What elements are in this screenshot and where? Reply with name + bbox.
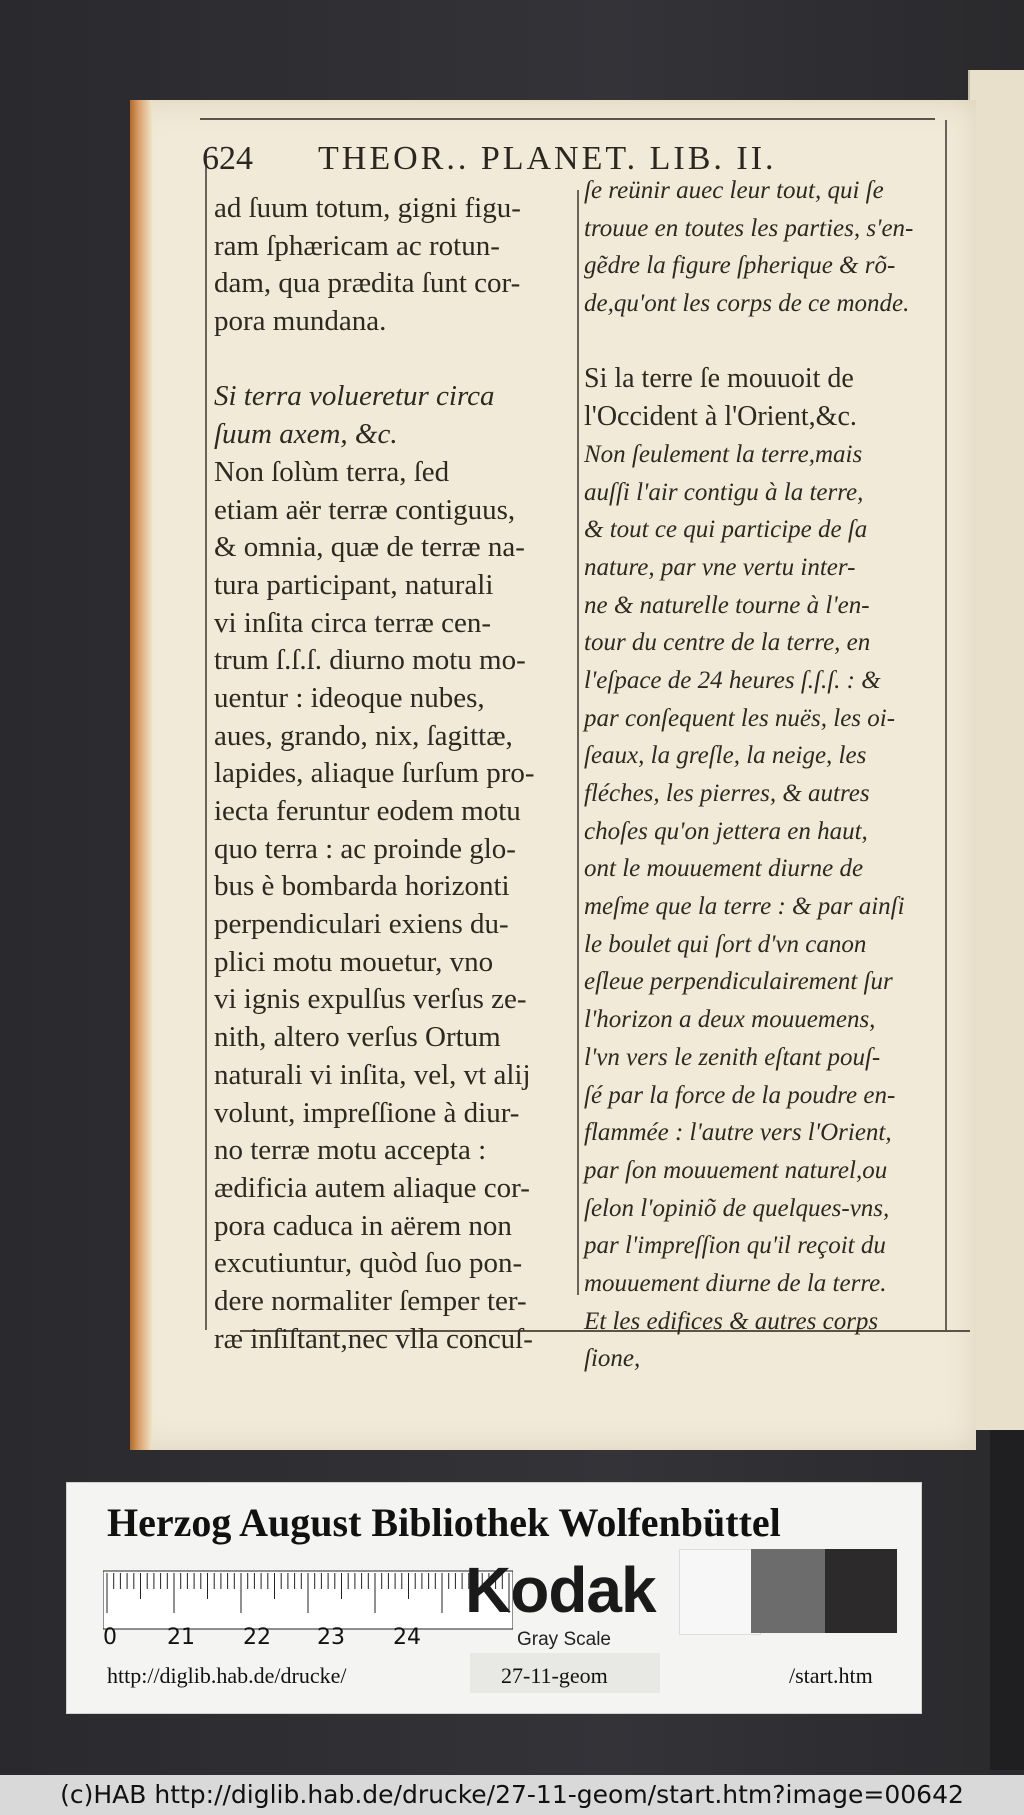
text-line: l'eſpace de 24 heures ſ.ſ.ſ. : & — [584, 666, 881, 694]
text-line: plici motu mouetur, vno — [214, 945, 494, 978]
library-name: Herzog August Bibliothek Wolfenbüttel — [107, 1500, 781, 1545]
text-line: & tout ce qui participe de ſa — [584, 516, 868, 544]
text-line: Si terra volueretur circa — [214, 380, 495, 413]
text-line: par ſon mouuement naturel,ou — [584, 1156, 888, 1184]
text-line: ſeaux, la greſle, la neige, les — [584, 742, 867, 770]
text-line: no terræ motu accepta : — [214, 1134, 487, 1167]
ruler-label-24: 24 — [393, 1625, 421, 1650]
text-line: l'vn vers le zenith eſtant pouſ- — [584, 1043, 881, 1071]
text-line: eſleue perpendiculairement ſur — [584, 968, 893, 996]
text-line: etiam aër terræ contiguus, — [214, 493, 516, 526]
text-line: ſe reünir auec leur tout, qui ſe — [584, 177, 884, 204]
latin-column — [214, 190, 576, 1358]
page-gilt-edge — [130, 100, 152, 1450]
text-line: & omnia, quæ de terræ na- — [214, 531, 525, 564]
text-line: par l'impreſſion qu'il reçoit du — [584, 1232, 886, 1260]
text-line: nith, altero verſus Ortum — [214, 1021, 501, 1054]
text-line: nature, par vne vertu inter- — [584, 553, 856, 581]
text-line: excutiuntur, quòd ſuo pon- — [214, 1247, 523, 1280]
text-line: volunt, impreſſione à diur- — [214, 1096, 520, 1129]
text-line: par conſequent les nuës, les oi- — [584, 704, 896, 732]
gray-scale-label: Gray Scale — [517, 1629, 611, 1650]
text-line: vi ignis expulſus verſus ze- — [214, 983, 527, 1016]
text-line: bus è bombarda horizonti — [214, 870, 510, 903]
gray-swatch-dark — [825, 1549, 897, 1633]
adjacent-page-shadow — [990, 1430, 1024, 1770]
copyright-footer: (c)HAB http://diglib.hab.de/drucke/27-11-geom/start.htm?image=00642 — [0, 1775, 1024, 1815]
text-line — [584, 323, 972, 361]
text-line: dam, qua prædita ſunt cor- — [214, 267, 521, 300]
text-line: mouuement diurne de la terre. — [584, 1269, 887, 1297]
text-line: meſme que la terre : & par ainſi — [584, 893, 905, 921]
text-line: Non ſolùm terra, ſed — [214, 455, 450, 488]
text-line: ſuum axem, &c. — [214, 418, 398, 451]
text-line: ræ inſiſtant,nec vlla concuſ- — [214, 1322, 533, 1355]
french-column — [584, 172, 972, 1378]
text-line: tour du centre de la terre, en — [584, 629, 871, 657]
text-line: Non ſeulement la terre,mais — [584, 440, 863, 468]
text-line: Et les edifices & autres corps — [584, 1307, 879, 1335]
document-id: 27-11-geom — [501, 1663, 608, 1688]
text-line: ſione, — [584, 1345, 641, 1373]
text-line: pora mundana. — [214, 305, 387, 338]
text-line: trum ſ.ſ.ſ. diurno motu mo- — [214, 644, 526, 677]
gray-swatch-white — [679, 1549, 761, 1635]
ruler-label-0: 0 — [103, 1625, 117, 1650]
text-line: ædificia autem aliaque cor- — [214, 1171, 530, 1204]
text-line — [214, 341, 576, 379]
left-border-rule — [205, 150, 207, 1330]
text-line: l'Occident à l'Orient,&c. — [584, 401, 857, 433]
text-line: vi inſita circa terræ cen- — [214, 606, 491, 639]
ruler-label-21: 21 — [167, 1625, 195, 1650]
text-line: lapides, aliaque ſurſum pro- — [214, 757, 535, 790]
header-rule — [200, 118, 935, 120]
text-line: aues, grando, nix, ſagittæ, — [214, 719, 513, 752]
text-line: ſé par la force de la poudre en- — [584, 1081, 896, 1109]
gray-swatch-mid — [751, 1549, 825, 1633]
text-line: pora caduca in aërem non — [214, 1209, 512, 1242]
text-line: le boulet qui ſort d'vn canon — [584, 930, 867, 958]
text-line: trouue en toutes les parties, s'en- — [584, 214, 914, 242]
text-line: choſes qu'on jettera en haut, — [584, 817, 868, 845]
text-line: ne & naturelle tourne à l'en- — [584, 591, 870, 619]
text-line: fléches, les pierres, & autres — [584, 780, 870, 807]
text-line: de,qu'ont les corps de ce monde. — [584, 290, 910, 318]
text-line: ram ſphæricam ac rotun- — [214, 229, 500, 262]
kodak-logo: Kodak — [465, 1554, 656, 1626]
text-line: ſelon l'opiniõ de quelques-vns, — [584, 1194, 890, 1222]
text-line: flammée : l'autre vers l'Orient, — [584, 1119, 892, 1147]
library-target-card — [66, 1482, 922, 1714]
text-line: auſſi l'air contigu à la terre, — [584, 478, 864, 506]
page-number: 624 — [202, 140, 253, 177]
text-line: ad ſuum totum, gigni figu- — [214, 192, 521, 224]
measurement-ruler — [103, 1569, 513, 1639]
text-line: ont le mouuement diurne de — [584, 855, 864, 883]
ruler-label-23: 23 — [317, 1625, 345, 1650]
text-line: perpendiculari exiens du- — [214, 908, 509, 941]
adjacent-page-edge — [968, 70, 1024, 1430]
ruler-label-22: 22 — [243, 1625, 271, 1650]
running-head: THEOR.. PLANET. LIB. II. — [318, 140, 777, 177]
text-line: tura participant, naturali — [214, 568, 494, 601]
text-line: naturali vi inſita, vel, vt alij — [214, 1058, 531, 1091]
url-right: /start.htm — [789, 1663, 873, 1688]
url-left: http://diglib.hab.de/drucke/ — [107, 1663, 347, 1688]
column-divider-rule — [577, 190, 579, 1295]
text-line: l'horizon a deux mouuemens, — [584, 1006, 876, 1034]
text-line: quo terra : ac proinde glo- — [214, 832, 516, 865]
text-line: iecta feruntur eodem motu — [214, 795, 521, 827]
text-line: gẽdre la figure ſpherique & rõ- — [584, 252, 896, 280]
text-line: Si la terre ſe mouuoit de — [584, 363, 854, 395]
text-line: dere normaliter ſemper ter- — [214, 1284, 527, 1317]
text-line: uentur : ideoque nubes, — [214, 681, 485, 714]
